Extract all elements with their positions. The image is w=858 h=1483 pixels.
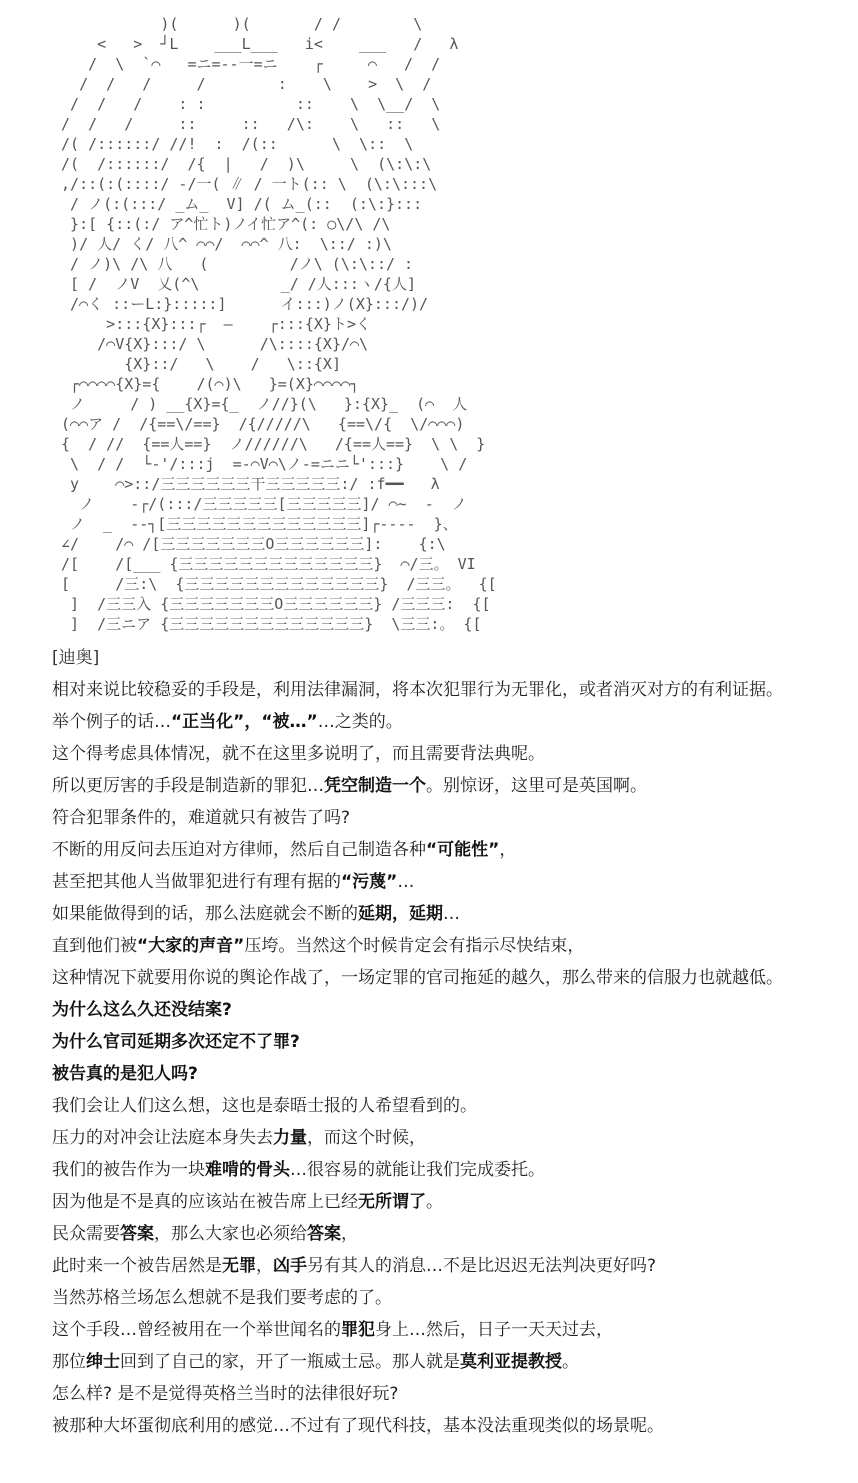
dialogue-lines [52,676,842,1444]
text-segment: 那位 [52,1352,86,1372]
emphasis-text: “污蔑” [341,872,398,892]
text-segment: 压力的对冲会让法庭本身失去 [52,1128,273,1148]
dialogue-line [52,1252,842,1284]
text-segment: 这种情况下就要用你说的舆论作战了，一场定罪的官司拖延的越久，那么带来的信服力也就越低。 [52,968,783,988]
ascii-art-illustration: )( )( / / \ < > ┘L ___L___ i< ___ / λ / \ `⌒ =ニ=--一=ニ ┌ ⌒ / / / / / / : \ > \ / / / / : : :: \ \__/ \ / / / :: :: /\: \ :: \ /( /::::::/ //! : /(:: \ \:: \ /( /::::::/ /{ | / )\ \ (\:\:\ ,/::(:(::::/ -/一( ∥ / 一ト(:: \ (\:\:::\ / ノ(:(:::/ _ム_ V] /( ム_(:: (:\:}::: }:[ {::(:/ ア^忙ト)ノイ忙ア^(: ○\/\ /\ )/ 人/ く/ 八^ ⌒⌒/ ⌒⌒^ 八: \::/ :)\ / ノ)\ /\ 八 ( /ノ\ (\:\::/ : [ / ノV 乂(^\ _/ /人:::ヽ/{人] /⌒く ::ーL:}:::::] イ:::)ノ(X}:::/)/ >:::{X}:::┌ ― ┌:::{X}ト>く /⌒V{X}:::/ \ /\::::{X}/⌒\ {X}::/ \ / \::{X] ┌⌒⌒⌒⌒{X}={ /(⌒)\ }=(X}⌒⌒⌒⌒┐ ノ / ) __{X}={_ ノ//}(\ }:{X}_ (⌒ 人 (⌒⌒ア / /{==\/==} /{/////\ {==\/{ \/⌒⌒⌒) { / // {==人==} ノ//////\ /{==人==} \ \ } \ / / └-'/:::j =-⌒V⌒\ノ-=ニニ└':::} \ / y ⌒>::/三三三三三三干三三三三三:/ :f━━ λ ノ -┌/(:::/三三三三三[三三三三三]/ ⌒~ - ノ ノ _ --┐[三三三三三三三三三三三三三]┌---- }、 ∠/ /⌒ /[三三三三三三三O三三三三三三]: {:\ /[ /[___ {三三三三三三三三三三三三三} ⌒/三。 VI [ /三:\ {三三三三三三三三三三三三三} /三三。 {[ ] /三三入 {三三三三三三三O三三三三三三} /三三三: {[ ] /三ニア {三三三三三三三三三三三三三} \三三:。 {[ [61,15,497,633]
text-segment: 压垮。当然这个时候肯定会有指示尽快结束， [244,936,585,956]
text-segment: 身上…然后，日子一天天过去， [375,1320,613,1340]
text-segment: … [443,904,460,924]
text-segment: 回到了自己的家，开了一瓶威士忌。那人就是 [120,1352,460,1372]
emphasis-text: “大家的声音” [137,936,245,956]
text-segment: 相对来说比较稳妥的手段是，利用法律漏洞，将本次犯罪行为无罪化，或者消灭对方的有利证据。 [52,680,783,700]
dialogue-line [52,868,842,900]
emphasis-text: 力量 [273,1128,307,1148]
dialogue-line [52,964,842,996]
text-segment: 这个手段…曾经被用在一个举世闻名的 [52,1320,341,1340]
text-segment: 被那种大坏蛋彻底利用的感觉…不过有了现代科技，基本没法重现类似的场景呢。 [52,1416,664,1436]
emphasis-text: 无罪 [222,1256,256,1276]
dialogue-line [52,996,842,1028]
text-segment: …很容易的就能让我们完成委托。 [290,1160,545,1180]
dialogue-line [52,1028,842,1060]
dialogue-line [52,1156,842,1188]
text-segment: 我们的被告作为一块 [52,1160,205,1180]
emphasis-text: “可能性” [426,840,500,860]
dialogue-line [52,900,842,932]
text-segment: 甚至把其他人当做罪犯进行有理有据的 [52,872,341,892]
text-segment: … [397,872,415,892]
text-segment: 。别惊讶，这里可是英国啊。 [426,776,647,796]
text-segment: 。 [562,1352,579,1372]
emphasis-text: 答案 [120,1224,154,1244]
speaker-label: [迪奥] [52,648,100,668]
text-segment: 因为他是不是真的应该站在被告席上已经 [52,1192,358,1212]
text-segment: ， [341,1224,358,1244]
text-segment: 另有其人的消息…不是比迟迟无法判决更好吗? [307,1256,657,1276]
dialogue-line [52,1380,842,1412]
text-segment: 直到他们被 [52,936,137,956]
emphasis-text: 为什么这么久还没结案? [52,1000,232,1020]
text-segment: ， [256,1256,273,1276]
dialogue-line [52,1092,842,1124]
dialogue-text [52,644,842,1444]
emphasis-text: 罪犯 [341,1320,375,1340]
dialogue-line [52,1316,842,1348]
text-segment: 怎么样? 是不是觉得英格兰当时的法律很好玩? [52,1384,399,1404]
emphasis-text: “正当化”，“被…” [171,712,318,732]
text-segment: 当然苏格兰场怎么想就不是我们要考虑的了。 [52,1288,392,1308]
emphasis-text: 凶手 [273,1256,307,1276]
dialogue-line [52,1348,842,1380]
text-segment: 举个例子的话… [52,712,171,732]
text-segment: ，而这个时候， [307,1128,426,1148]
dialogue-line [52,1284,842,1316]
text-segment: 民众需要 [52,1224,120,1244]
dialogue-line [52,1188,842,1220]
dialogue-line [52,804,842,836]
dialogue-line [52,836,842,868]
emphasis-text: 答案 [307,1224,341,1244]
text-segment: …之类的。 [317,712,403,732]
dialogue-line [52,932,842,964]
dialogue-line [52,708,842,740]
emphasis-text: 为什么官司延期多次还定不了罪? [52,1032,300,1052]
text-segment: 符合犯罪条件的，难道就只有被告了吗? [52,808,351,828]
emphasis-text: 难啃的骨头 [205,1160,290,1180]
text-segment: 所以更厉害的手段是制造新的罪犯… [52,776,324,796]
text-segment: ，那么大家也必须给 [154,1224,307,1244]
dialogue-line [52,676,842,708]
emphasis-text: 无所谓了 [358,1192,426,1212]
emphasis-text: 莫利亚提教授 [460,1352,562,1372]
text-segment: 不断的用反问去压迫对方律师，然后自己制造各种 [52,840,426,860]
text-segment: 。 [426,1192,443,1212]
dialogue-line [52,1060,842,1092]
emphasis-text: 被告真的是犯人吗? [52,1064,198,1084]
dialogue-line [52,1124,842,1156]
text-segment: 此时来一个被告居然是 [52,1256,222,1276]
emphasis-text: 绅士 [86,1352,120,1372]
text-segment: ， [499,840,517,860]
emphasis-text: 凭空制造一个 [324,776,426,796]
emphasis-text: 延期，延期 [358,904,443,924]
dialogue-line [52,1220,842,1252]
text-segment: 如果能做得到的话，那么法庭就会不断的 [52,904,358,924]
dialogue-line [52,740,842,772]
dialogue-line [52,1412,842,1444]
text-segment: 这个得考虑具体情况，就不在这里多说明了，而且需要背法典呢。 [52,744,545,764]
dialogue-line [52,772,842,804]
text-segment: 我们会让人们这么想，这也是泰晤士报的人希望看到的。 [52,1096,477,1116]
